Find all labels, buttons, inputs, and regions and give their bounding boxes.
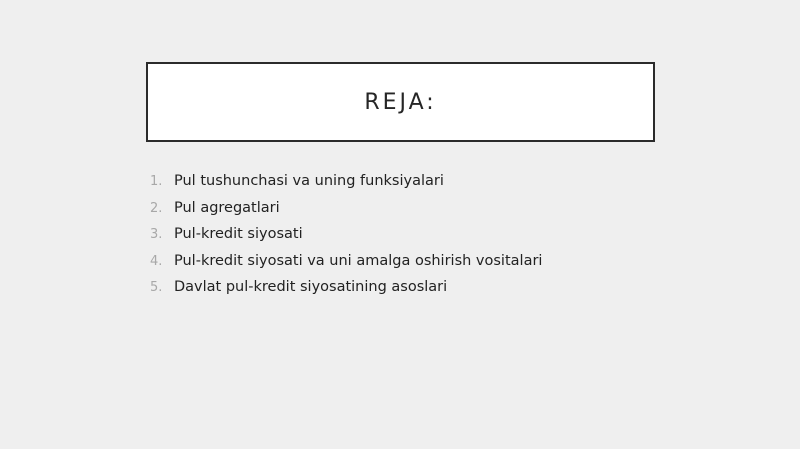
slide-title: REJA:	[364, 89, 437, 115]
agenda-item-number: 3.	[150, 227, 163, 242]
agenda-item	[150, 279, 542, 306]
agenda-item	[150, 226, 542, 253]
agenda-item-label: Pul tushunchasi va uning funksiyalari	[174, 173, 444, 189]
agenda-item-number: 5.	[150, 280, 163, 295]
agenda-item	[150, 173, 542, 200]
agenda-item-number: 4.	[150, 253, 163, 269]
agenda-item-number: 1.	[150, 174, 163, 189]
agenda-item-label: Pul-kredit siyosati va uni amalga oshirish vositalari	[174, 252, 543, 269]
agenda-list	[150, 173, 542, 306]
title-box	[146, 62, 655, 142]
agenda-item	[150, 253, 542, 280]
agenda-item-label: Davlat pul-kredit siyosatining asoslari	[174, 279, 448, 295]
agenda-item-number: 2.	[150, 200, 163, 216]
agenda-item	[150, 200, 542, 227]
agenda-item-label: Pul-kredit siyosati	[174, 226, 303, 242]
agenda-item-label: Pul agregatlari	[174, 199, 280, 216]
